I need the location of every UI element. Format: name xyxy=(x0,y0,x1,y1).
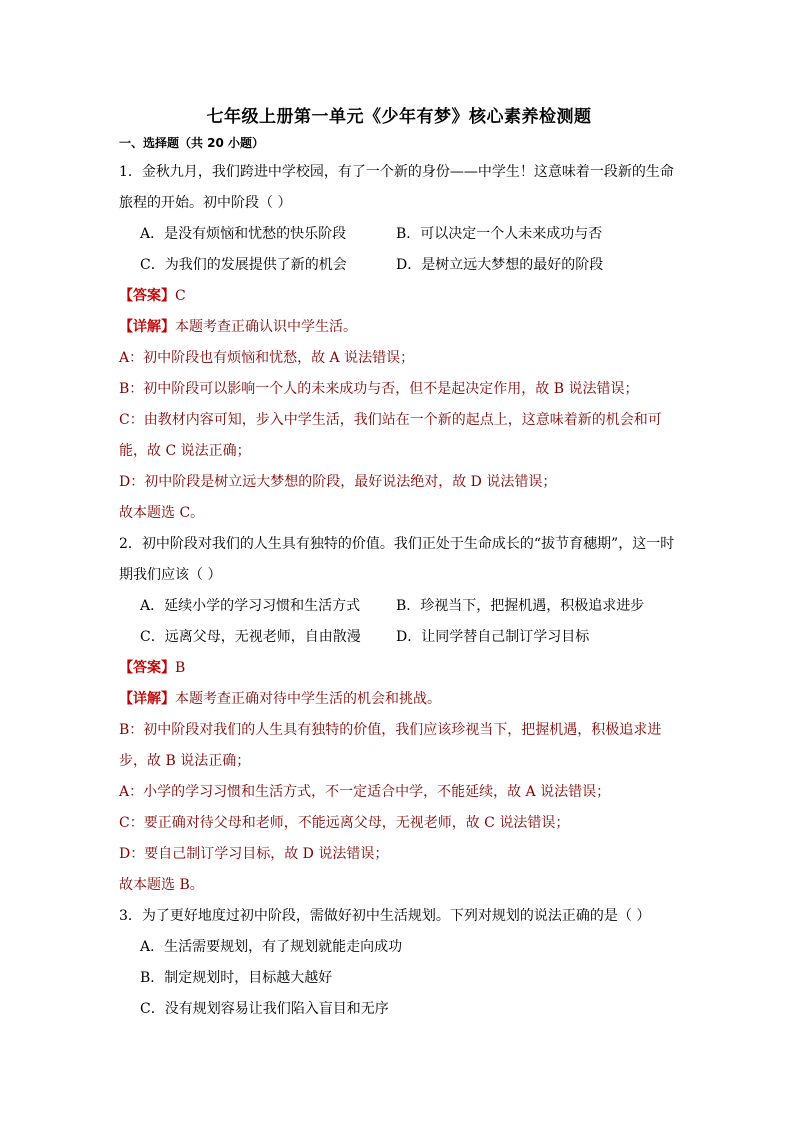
answer-value: B xyxy=(175,660,186,676)
question-1 xyxy=(119,157,679,529)
explanation-b: B：初中阶段可以影响一个人的未来成功与否，但不是起决定作用，故 B 说法错误； xyxy=(119,381,639,397)
explanation-d: D：初中阶段是树立远大梦想的阶段，最好说法绝对，故 D 说法错误； xyxy=(119,474,557,490)
section-heading: 一、选择题（共 20 小题） xyxy=(119,136,265,150)
detail-line xyxy=(119,684,679,715)
explanation-d: D：要自己制订学习目标，故 D 说法错误； xyxy=(119,846,389,862)
option-a: A．生活需要规划，有了规划就能走向成功 xyxy=(140,939,403,955)
explanation-a: A：初中阶段也有烦恼和忧愁，故 A 说法错误； xyxy=(119,350,415,366)
question-stem: 2．初中阶段对我们的人生具有独特的价值。我们正处于生命成长的“拔节育穗期”，这一时期我们应该（ ） xyxy=(119,536,675,583)
question-3 xyxy=(119,901,679,1025)
detail-line xyxy=(119,312,679,343)
option-list xyxy=(119,591,679,653)
option-b: B．制定规划时，目标越大越好 xyxy=(140,970,333,986)
detail-label: 【详解】 xyxy=(119,319,175,335)
answer-line xyxy=(119,653,679,684)
option-d: D．让同学替自己制订学习目标 xyxy=(396,629,590,645)
answer-value: C xyxy=(175,288,186,304)
detail-intro: 本题考查正确对待中学生活的机会和挑战。 xyxy=(175,691,441,707)
option-b: B．珍视当下，把握机遇，积极追求进步 xyxy=(396,598,645,614)
option-list xyxy=(119,219,679,281)
option-d: D．是树立远大梦想的最好的阶段 xyxy=(396,257,604,273)
question-stem: 1．金秋九月，我们跨进中学校园，有了一个新的身份——中学生！这意味着一段新的生命旅程的开始。初中阶段（ ） xyxy=(119,164,674,211)
explanation-a: A：小学的学习习惯和生活方式，不一定适合中学，不能延续，故 A 说法错误； xyxy=(119,784,611,800)
document-page xyxy=(119,100,679,1025)
explanation-c: C：由教材内容可知，步入中学生活，我们站在一个新的起点上，这意味着新的机会和可能，故 C 说法正确； xyxy=(119,412,662,459)
explanation-c: C：要正确对待父母和老师，不能远离父母，无视老师，故 C 说法错误； xyxy=(119,815,570,831)
page-title: 七年级上册第一单元《少年有梦》核心素养检测题 xyxy=(206,107,592,127)
answer-line xyxy=(119,281,679,312)
option-c: C．远离父母，无视老师，自由散漫 xyxy=(140,629,361,645)
option-a: A．延续小学的学习习惯和生活方式 xyxy=(140,598,361,614)
conclusion: 故本题选 C。 xyxy=(119,505,205,521)
option-c: C．没有规划容易让我们陷入盲目和无序 xyxy=(140,1001,389,1017)
explanation-b: B：初中阶段对我们的人生具有独特的价值，我们应该珍视当下，把握机遇，积极追求进步，故 B 说法正确； xyxy=(119,722,662,769)
detail-intro: 本题考查正确认识中学生活。 xyxy=(175,319,357,335)
answer-label: 【答案】 xyxy=(119,288,175,304)
option-a: A．是没有烦恼和忧愁的快乐阶段 xyxy=(140,226,347,242)
option-b: B．可以决定一个人未来成功与否 xyxy=(396,226,603,242)
answer-label: 【答案】 xyxy=(119,660,175,676)
conclusion: 故本题选 B。 xyxy=(119,877,204,893)
question-stem: 3．为了更好地度过初中阶段，需做好初中生活规划。下列对规划的说法正确的是（ ） xyxy=(119,908,651,924)
option-list xyxy=(119,932,679,1025)
detail-label: 【详解】 xyxy=(119,691,175,707)
question-2 xyxy=(119,529,679,901)
option-c: C．为我们的发展提供了新的机会 xyxy=(140,257,347,273)
